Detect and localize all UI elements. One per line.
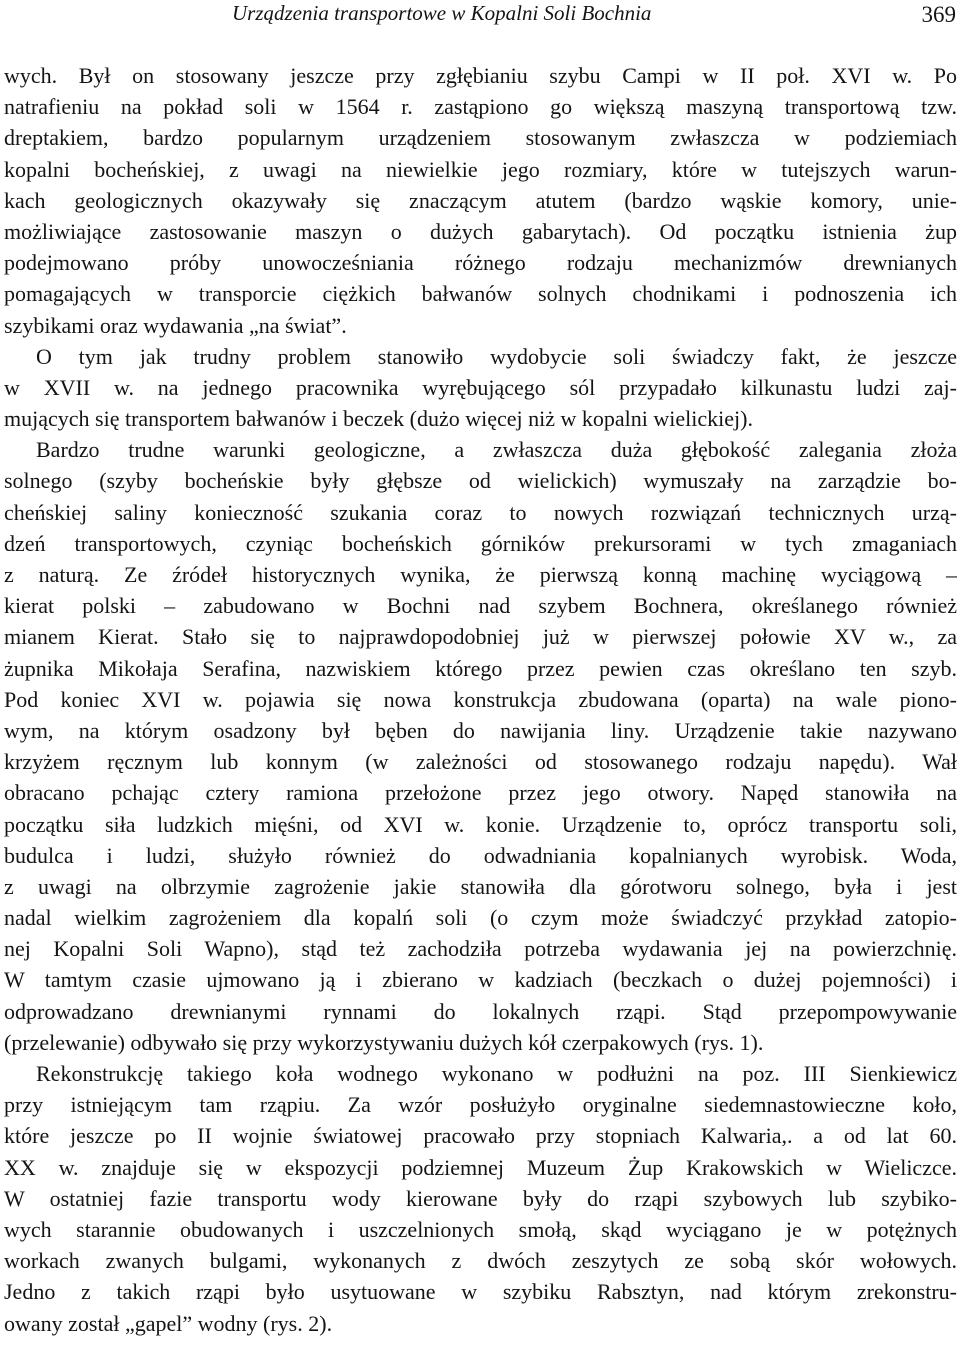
text-line: kopalni bocheńskiej, z uwagi na niewielkie jego rozmiary, które w tutejszych warun- [4, 156, 957, 182]
text-line: O tym jak trudny problem stanowiło wydobycie soli świadczy fakt, że jeszcze [36, 343, 957, 369]
text-line: Rekonstrukcję takiego koła wodnego wykonano w podłużni na poz. III Sienkiewicz [36, 1061, 957, 1086]
text-line: dzeń transportowych, czyniąc bocheńskich górników prekursorami w tych zmaganiach [4, 530, 957, 556]
text-line: W ostatniej fazie transportu wody kierowane były do rząpi szybowych lub szybiko- [4, 1185, 957, 1211]
text-line: (przelewanie) odbywało się przy wykorzystywaniu dużych kół czerpakowych (rys. 1). [4, 1029, 764, 1055]
text-line: Pod koniec XVI w. pojawia się nowa konstrukcja zbudowana (oparta) na wale piono- [4, 686, 957, 712]
text-line: odprowadzano drewnianymi rynnami do lokalnych rząpi. Stąd przepompowywanie [4, 998, 957, 1024]
text-line: w XVII w. na jednego pracownika wyrębującego sól przypadało kilkunastu ludzi zaj- [4, 374, 957, 400]
text-line: workach zwanych bulgami, wykonanych z dwóch zeszytych ze sobą skór wołowych. [4, 1248, 957, 1274]
text-line: przy istniejącym tam rząpiu. Za wzór posłużyło oryginalne siedemnastowieczne koło, [4, 1092, 957, 1118]
text-line: obracano pchając cztery ramiona przełożone przez jego otwory. Napęd stanowiła na [4, 780, 957, 806]
text-line: pomagających w transporcie ciężkich bałwanów solnych chodnikami i podnoszenia ich [4, 281, 957, 307]
text-line: mujących się transportem bałwanów i beczek (dużo więcej niż w kopalni wielickiej). [4, 406, 753, 432]
text-line: natrafieniu na pokład soli w 1564 r. zastąpiono go większą maszyną transportową tzw. [4, 94, 957, 120]
text-line: W tamtym czasie ujmowano ją i zbierano w kadziach (beczkach o dużej pojemności) i [4, 967, 957, 993]
text-line: szybikami oraz wydawania „na świat”. [4, 312, 347, 338]
text-line: owany został „gapel” wodny (rys. 2). [4, 1310, 333, 1336]
text-line: Bardzo trudne warunki geologiczne, a zwłaszcza duża głębokość zalegania złoża [36, 437, 957, 463]
text-line: z naturą. Ze źródeł historycznych wynika, że pierwszą konną machinę wyciągową – [4, 562, 957, 587]
text-line: z uwagi na olbrzymie zagrożenie jakie stanowiła dla górotworu solnego, była i jest [4, 873, 957, 899]
running-title: Urządzenia transportowe w Kopalni Soli Bochnia [232, 1, 652, 25]
text-line: Jedno z takich rząpi było usytuowane w szybiku Rabsztyn, nad którym zrekonstru- [4, 1279, 957, 1305]
text-line: mianem Kierat. Stało się to najprawdopodobniej już w pierwszej połowie XV w., za [4, 624, 957, 650]
page-number: 369 [921, 2, 956, 27]
text-line: XX w. znajduje się w ekspozycji podziemnej Muzeum Żup Krakowskich w Wieliczce. [4, 1154, 957, 1180]
text-line: dreptakiem, bardzo popularnym urządzeniem stosowanym zwłaszcza w podziemiach [4, 125, 957, 151]
text-line: żupnika Mikołaja Serafina, nazwiskiem którego przez pewien czas określano ten szyb. [4, 655, 957, 681]
text-line: krzyżem ręcznym lub konnym (w zależności od stosowanego rodzaju napędu). Wał [4, 749, 957, 775]
text-line: cheńskiej saliny konieczność szukania coraz to nowych rozwiązań technicznych urzą- [4, 499, 957, 525]
text-line: wych starannie obudowanych i uszczelnionych smołą, skąd wyciągano je w potężnych [4, 1216, 957, 1242]
text-line: kierat polski – zabudowano w Bochni nad szybem Bochnera, określanego również [4, 593, 957, 619]
text-line: początku siła ludzkich mięśni, od XVI w. konie. Urządzenie to, oprócz transportu soli, [4, 811, 957, 837]
text-line: możliwiające zastosowanie maszyn o dużych gabarytach). Od początku istnienia żup [4, 218, 957, 244]
text-line: nej Kopalni Soli Wapno), stąd też zachodziła potrzeba wydawania jej na powierzchnię. [4, 936, 957, 962]
text-line: budulca i ludzi, służyło również do odwadniania kopalnianych wyrobisk. Woda, [4, 842, 957, 868]
text-line: wym, na którym osadzony był bęben do nawijania liny. Urządzenie takie nazywano [4, 717, 957, 743]
text-line: wych. Był on stosowany jeszcze przy zgłębianiu szybu Campi w II poł. XVI w. Po [4, 63, 957, 88]
text-line: kach geologicznych okazywały się znaczącym atutem (bardzo wąskie komory, unie- [4, 187, 957, 213]
text-line: które jeszcze po II wojnie światowej pracowało przy stopniach Kalwaria,. a od lat 60. [4, 1123, 957, 1149]
text-line: solnego (szyby bocheńskie były głębsze od wielickich) wymuszały na zarządzie bo- [4, 468, 957, 494]
text-line: nadal wielkim zagrożeniem dla kopalń soli (o czym może świadczyć przykład zatopio- [4, 905, 957, 931]
text-line: podejmowano próby unowocześniania różnego rodzaju mechanizmów drewnianych [4, 250, 957, 276]
page-header [0, 0, 960, 40]
body-text [4, 60, 957, 1339]
